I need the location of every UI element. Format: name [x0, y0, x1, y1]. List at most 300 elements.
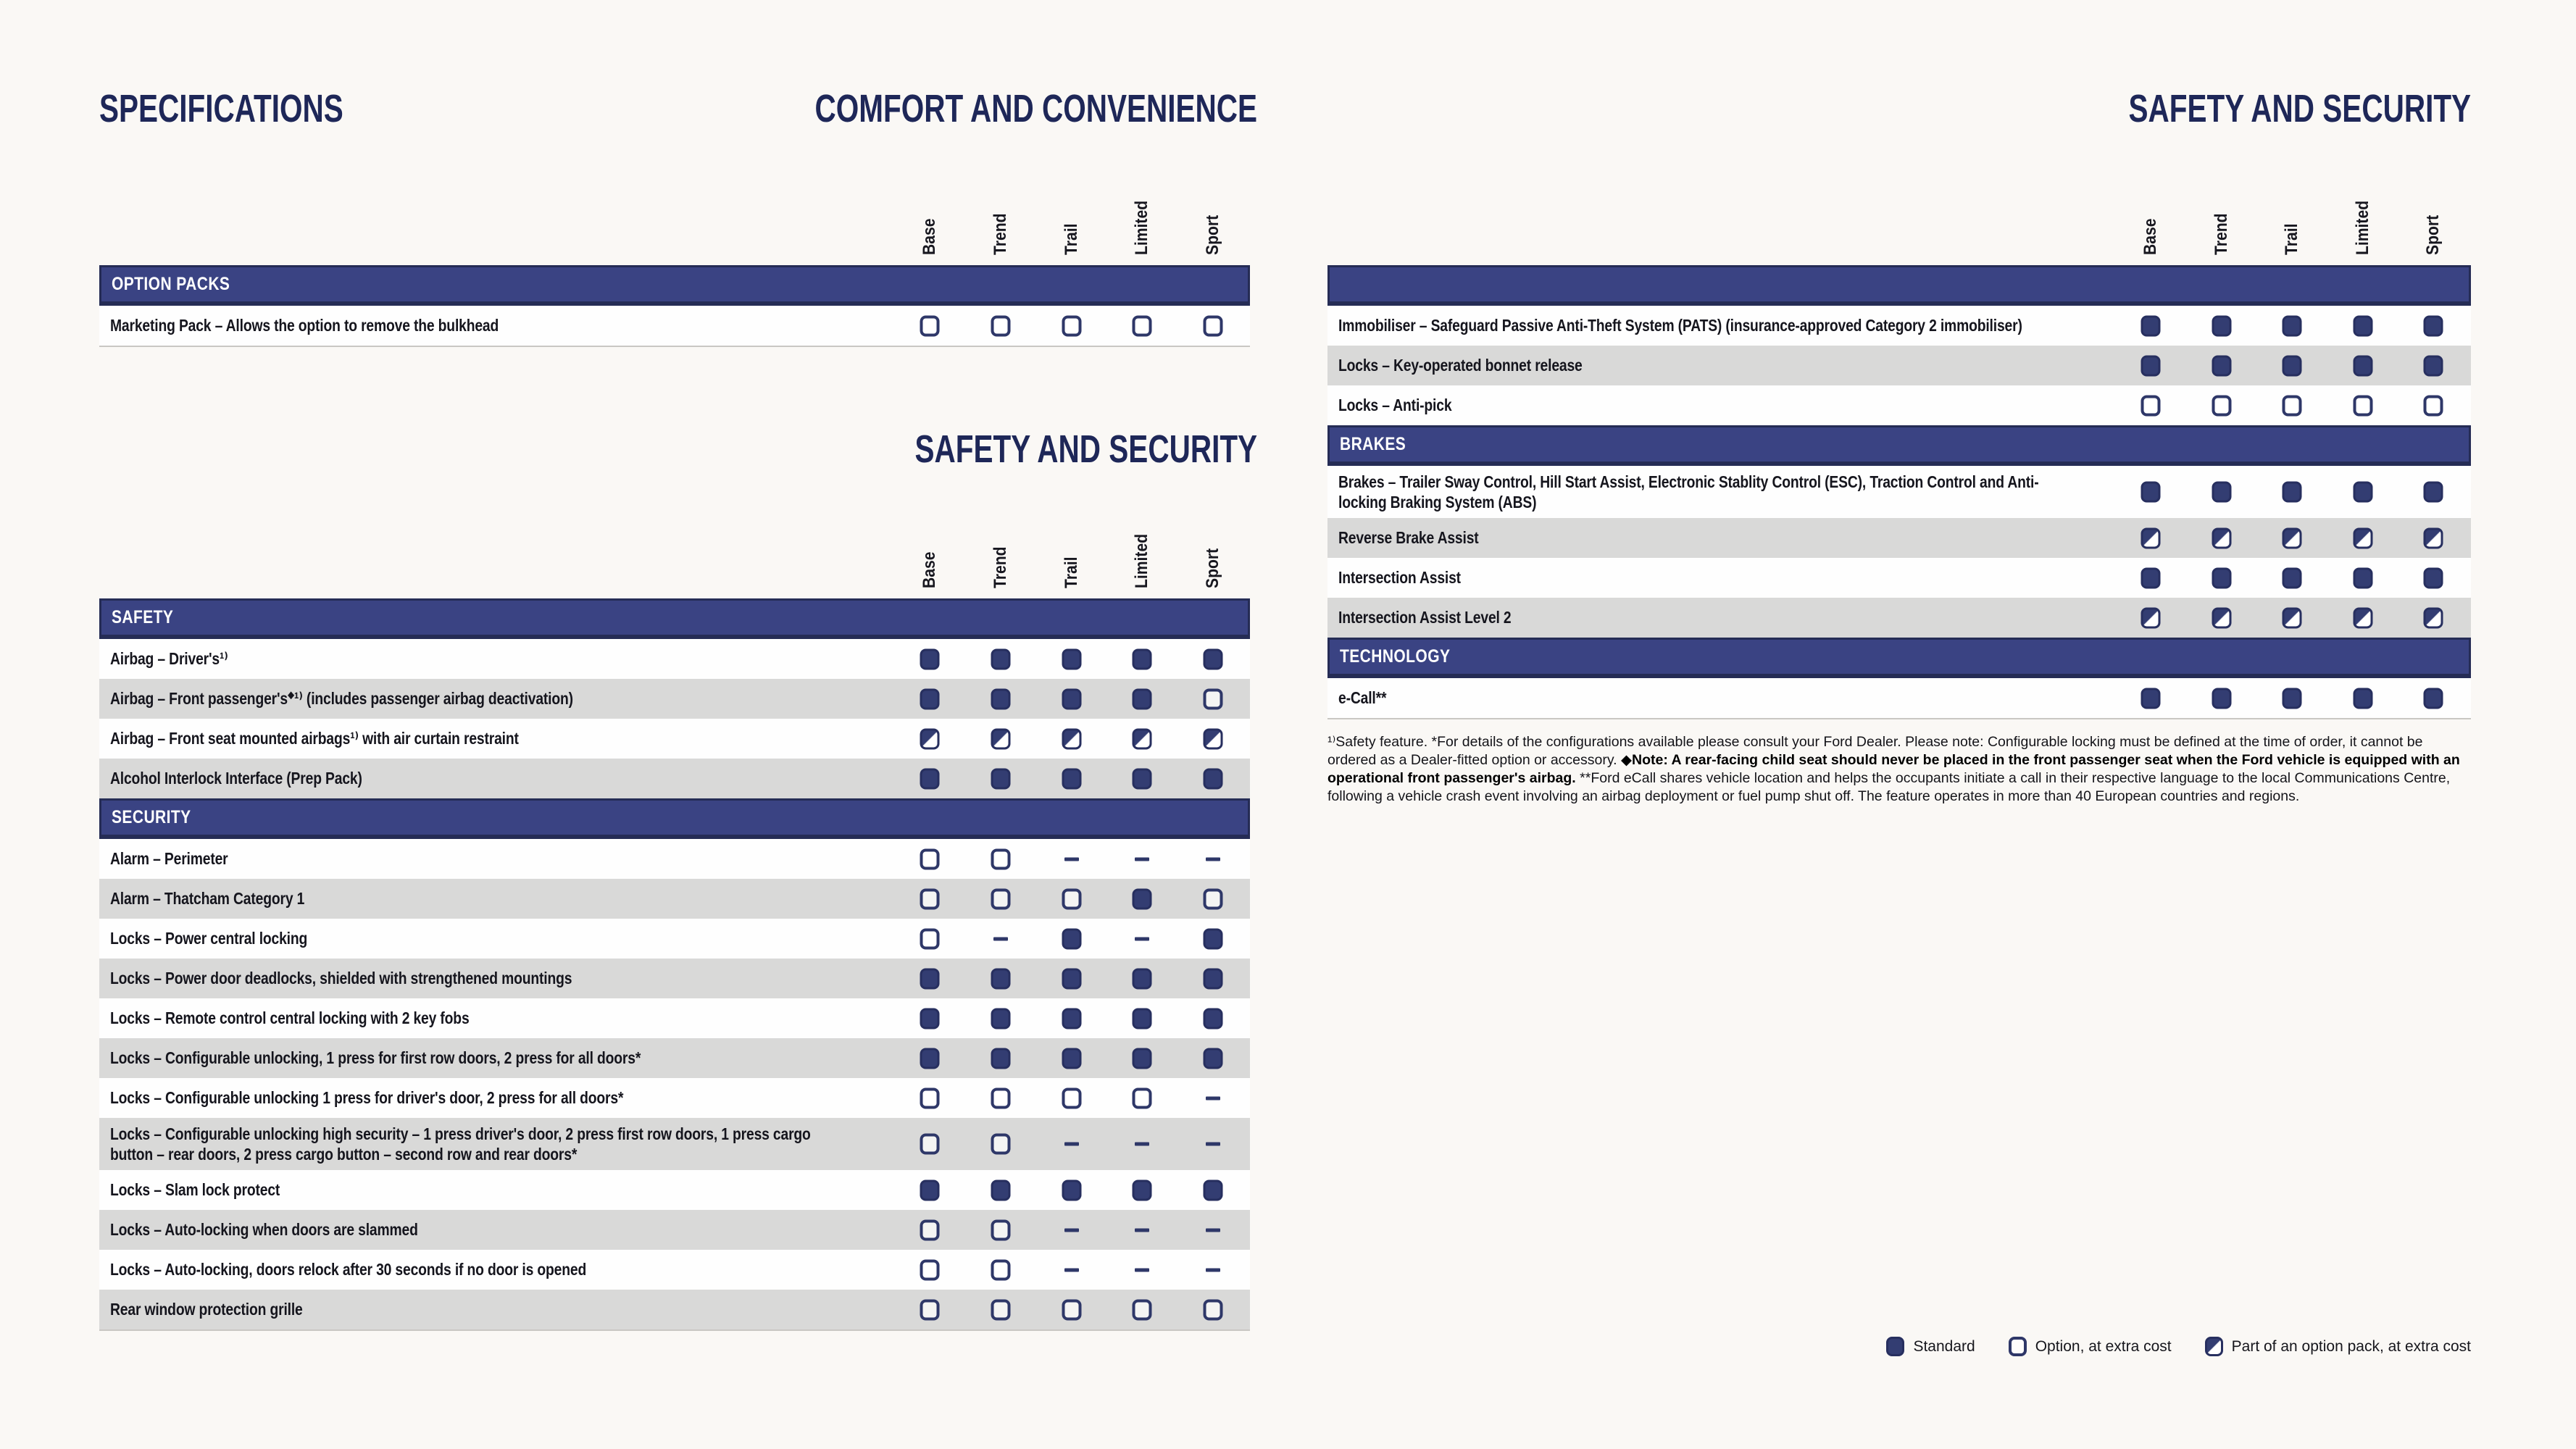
availability-cell-trail — [2283, 315, 2302, 336]
availability-cell-trend — [993, 937, 1008, 940]
standard-icon — [920, 1048, 940, 1069]
feature-label-text: Reverse Brake Assist — [1338, 528, 1479, 547]
option-pack-icon — [2212, 607, 2232, 628]
feature-label-text: Alarm – Thatcham Category 1 — [110, 889, 305, 908]
table-heading-comfort-and-convenience: COMFORT AND CONVENIENCE — [814, 87, 1257, 130]
availability-cell-limited — [1133, 648, 1152, 669]
standard-icon — [2283, 315, 2302, 336]
availability-cell-base — [920, 928, 940, 949]
availability-cell-sport — [1204, 648, 1223, 669]
availability-cell-base — [920, 1048, 940, 1069]
feature-label — [1338, 346, 1629, 385]
section-header-label: BRAKES — [1340, 434, 1406, 454]
availability-cell-limited — [2354, 527, 2373, 548]
availability-cell-trail — [1062, 1179, 1082, 1200]
availability-cell-sport — [1204, 888, 1223, 909]
availability-cell-limited — [1135, 937, 1149, 940]
footnote-text: ¹⁾Safety feature. *For details of the configurations available please consult your Ford Dealer. Please note: Configurable locking must be defined at the time of order, it cannot be ordered as a Dealer-fitted option or accessory. — [1327, 734, 2423, 768]
option-icon — [991, 888, 1011, 909]
availability-cell-sport — [2424, 315, 2443, 336]
spec-table-safety-and-security-1 — [99, 598, 1250, 1331]
column-header-trail: Trail — [1062, 223, 1081, 255]
option-icon — [920, 1259, 940, 1280]
not-available-dash — [1206, 1228, 1220, 1232]
availability-cell-base — [920, 648, 940, 669]
feature-label-text: e-Call** — [1338, 688, 1387, 707]
standard-icon — [2141, 567, 2161, 588]
availability-cell-sport — [2424, 527, 2443, 548]
availability-cell-trend — [991, 648, 1011, 669]
not-available-dash — [993, 937, 1008, 940]
standard-icon — [2424, 482, 2443, 503]
availability-cell-trail — [1062, 1087, 1082, 1108]
standard-icon — [1062, 928, 1082, 949]
availability-cell-trail — [1062, 1299, 1082, 1320]
availability-cell-sport — [1206, 1096, 1220, 1100]
option-icon — [920, 928, 940, 949]
standard-icon — [991, 1048, 1011, 1069]
option-icon — [2141, 395, 2161, 416]
option-icon — [991, 1087, 1011, 1108]
availability-cell-base — [2141, 688, 2161, 709]
standard-icon — [2212, 688, 2232, 709]
availability-cell-base — [920, 1134, 940, 1155]
standard-icon — [2212, 482, 2232, 503]
availability-cell-base — [920, 848, 940, 869]
feature-label — [1338, 518, 1505, 558]
spec-table-comfort-and-convenience-0 — [99, 265, 1250, 347]
feature-label-text: Immobiliser – Safeguard Passive Anti-Theft System (PATS) (insurance-approved Category 2 immobiliser) — [1338, 316, 2022, 335]
table-heading-safety-and-security-right: SAFETY AND SECURITY — [2128, 87, 2471, 130]
availability-cell-trend — [991, 768, 1011, 789]
spec-row — [99, 998, 1250, 1038]
option-icon — [1062, 1087, 1082, 1108]
availability-cell-limited — [1133, 1087, 1152, 1108]
feature-label-text: Brakes – Trailer Sway Control, Hill Start Assist, Electronic Stablity Control (ESC), Traction Control and Anti-locking Braking System (ABS) — [1338, 472, 2039, 511]
not-available-dash — [1064, 857, 1079, 861]
availability-cell-trail — [1062, 648, 1082, 669]
option-icon — [991, 315, 1011, 336]
option-icon — [991, 1219, 1011, 1240]
standard-icon — [1204, 768, 1223, 789]
standard-icon — [1133, 888, 1152, 909]
spec-row — [99, 1170, 1250, 1210]
availability-cell-base — [2141, 315, 2161, 336]
availability-cell-limited — [1135, 857, 1149, 861]
option-icon — [920, 848, 940, 869]
spec-row — [1327, 466, 2471, 518]
standard-icon — [2283, 355, 2302, 376]
availability-cell-trail — [1062, 768, 1082, 789]
availability-cell-sport — [1204, 728, 1223, 749]
standard-icon — [1062, 1179, 1082, 1200]
availability-cell-sport — [2424, 688, 2443, 709]
standard-icon — [991, 1179, 1011, 1200]
availability-cell-trend — [991, 1219, 1011, 1240]
availability-cell-trend — [991, 1134, 1011, 1155]
feature-label-text: Airbag – Front passenger's◆¹⁾ (includes passenger airbag deactivation) — [110, 689, 573, 708]
availability-cell-trend — [2212, 315, 2232, 336]
page-title: SPECIFICATIONS — [99, 87, 343, 130]
standard-icon — [2354, 355, 2373, 376]
not-available-dash — [1135, 1268, 1149, 1271]
feature-label — [110, 839, 250, 879]
feature-label-text: Locks – Auto-locking when doors are slammed — [110, 1220, 418, 1239]
standard-icon — [1204, 968, 1223, 989]
availability-cell-sport — [1204, 315, 1223, 336]
spec-row — [99, 1038, 1250, 1078]
availability-cell-limited — [1133, 768, 1152, 789]
feature-label-text: Locks – Configurable unlocking high security – 1 press driver's door, 2 press first row doors, 1 press cargo button – rear doors, 2 press cargo button – second row and rear doors* — [110, 1124, 811, 1164]
standard-icon — [1133, 1008, 1152, 1029]
option-pack-icon — [2354, 607, 2373, 628]
feature-label — [110, 1078, 721, 1118]
option-icon — [2424, 395, 2443, 416]
legend-label: Standard — [1913, 1337, 1975, 1355]
availability-cell-base — [920, 968, 940, 989]
availability-cell-limited — [1135, 1228, 1149, 1232]
availability-cell-base — [920, 1087, 940, 1108]
availability-cell-base — [920, 728, 940, 749]
table-bottom-rule — [99, 346, 1250, 347]
standard-icon — [991, 968, 1011, 989]
availability-cell-limited — [2354, 482, 2373, 503]
feature-label-text: Airbag – Driver's¹⁾ — [110, 649, 228, 668]
availability-cell-trend — [991, 1179, 1011, 1200]
option-pack-icon — [2141, 607, 2161, 628]
availability-cell-limited — [2354, 607, 2373, 628]
not-available-dash — [1064, 1228, 1079, 1232]
standard-icon — [1204, 928, 1223, 949]
not-available-dash — [1064, 1143, 1079, 1146]
column-header-trend: Trend — [991, 546, 1010, 588]
spec-row — [99, 719, 1250, 759]
option-icon — [991, 1134, 1011, 1155]
option-pack-icon — [2424, 607, 2443, 628]
column-header-trail: Trail — [1062, 556, 1081, 588]
availability-cell-limited — [2354, 567, 2373, 588]
availability-cell-limited — [1133, 888, 1152, 909]
availability-cell-trail — [1064, 1268, 1079, 1271]
feature-label — [110, 1038, 742, 1078]
standard-icon — [1133, 688, 1152, 709]
section-header-label: SAFETY — [112, 607, 174, 627]
availability-cell-trail — [1062, 888, 1082, 909]
standard-icon — [2424, 315, 2443, 336]
option-icon — [1133, 1087, 1152, 1108]
option-icon — [1204, 688, 1223, 709]
section-header-unlabeled — [1327, 265, 2471, 306]
availability-cell-limited — [1133, 1048, 1152, 1069]
availability-cell-limited — [1133, 1179, 1152, 1200]
availability-cell-trail — [1064, 1228, 1079, 1232]
availability-cell-sport — [1204, 1299, 1223, 1320]
standard-icon — [2283, 482, 2302, 503]
availability-cell-trail — [2283, 567, 2302, 588]
feature-label — [110, 1170, 312, 1210]
availability-cell-base — [2141, 567, 2161, 588]
spec-row — [1327, 306, 2471, 346]
option-icon — [2283, 395, 2302, 416]
section-header-safety — [99, 598, 1250, 639]
spec-row — [99, 679, 1250, 719]
legend-item-standard — [1886, 1337, 1975, 1356]
feature-label — [1338, 306, 2152, 346]
spec-row — [99, 639, 1250, 679]
standard-icon — [2424, 688, 2443, 709]
spec-row — [99, 759, 1250, 798]
option-icon — [1204, 315, 1223, 336]
feature-label-text: Locks – Configurable unlocking 1 press for driver's door, 2 press for all doors* — [110, 1088, 624, 1107]
legend-item-option-at-extra-cost — [2009, 1337, 2172, 1356]
availability-cell-trend — [2212, 527, 2232, 548]
standard-icon — [991, 648, 1011, 669]
option-icon — [991, 1259, 1011, 1280]
spec-row — [1327, 678, 2471, 718]
table-heading-safety-and-security-left: SAFETY AND SECURITY — [914, 427, 1257, 471]
option-icon — [1062, 888, 1082, 909]
legend-label: Option, at extra cost — [2035, 1337, 2172, 1355]
standard-icon — [991, 688, 1011, 709]
feature-label — [110, 919, 345, 959]
feature-label-text: Locks – Slam lock protect — [110, 1180, 280, 1199]
availability-cell-limited — [1133, 1299, 1152, 1320]
spec-row — [99, 959, 1250, 998]
availability-cell-base — [920, 1259, 940, 1280]
availability-cell-trail — [2283, 527, 2302, 548]
column-header-sport: Sport — [1203, 548, 1222, 588]
feature-label-text: Marketing Pack – Allows the option to remove the bulkhead — [110, 316, 499, 335]
availability-cell-trend — [991, 728, 1011, 749]
standard-icon — [2424, 567, 2443, 588]
standard-icon — [1133, 1048, 1152, 1069]
option-icon — [2354, 395, 2373, 416]
footnote — [1327, 733, 2471, 806]
availability-cell-trend — [2212, 567, 2232, 588]
standard-icon — [1062, 768, 1082, 789]
option-pack-icon — [2283, 607, 2302, 628]
column-header-base: Base — [2141, 218, 2160, 255]
option-pack-icon — [2424, 527, 2443, 548]
availability-cell-trail — [1062, 728, 1082, 749]
feature-label — [1338, 598, 1544, 638]
column-header-base: Base — [920, 218, 939, 255]
option-pack-icon — [1062, 728, 1082, 749]
standard-icon — [2354, 567, 2373, 588]
availability-cell-trend — [991, 968, 1011, 989]
availability-cell-trail — [1062, 315, 1082, 336]
availability-cell-trend — [2212, 355, 2232, 376]
availability-cell-sport — [1204, 1008, 1223, 1029]
option-icon — [2212, 395, 2232, 416]
not-available-dash — [1135, 857, 1149, 861]
option-pack-icon — [2283, 527, 2302, 548]
feature-label — [110, 1118, 972, 1170]
feature-label — [110, 639, 251, 679]
spec-row — [1327, 385, 2471, 425]
availability-cell-sport — [1206, 1228, 1220, 1232]
column-header-limited: Limited — [2353, 200, 2372, 255]
spec-row — [99, 879, 1250, 919]
spec-row — [99, 1210, 1250, 1250]
feature-label — [1338, 678, 1396, 718]
standard-icon — [1062, 1008, 1082, 1029]
option-pack-icon — [2354, 527, 2373, 548]
feature-label-text: Locks – Key-operated bonnet release — [1338, 356, 1583, 375]
availability-cell-trail — [1064, 1143, 1079, 1146]
standard-icon — [2141, 315, 2161, 336]
legend — [1886, 1337, 2471, 1356]
spec-row — [1327, 346, 2471, 385]
availability-cell-trend — [2212, 395, 2232, 416]
option-icon — [920, 315, 940, 336]
feature-label — [110, 1210, 477, 1250]
availability-cell-limited — [2354, 688, 2373, 709]
spec-row — [99, 839, 1250, 879]
availability-cell-base — [2141, 355, 2161, 376]
availability-cell-trend — [991, 848, 1011, 869]
availability-cell-base — [2141, 607, 2161, 628]
feature-label — [1338, 385, 1473, 425]
legend-item-part-of-an-option-pack-at-extra-cost — [2205, 1337, 2471, 1356]
availability-cell-base — [920, 888, 940, 909]
standard-icon — [2354, 688, 2373, 709]
availability-cell-sport — [2424, 355, 2443, 376]
feature-label-text: Locks – Power door deadlocks, shielded with strengthened mountings — [110, 969, 572, 987]
not-available-dash — [1206, 1268, 1220, 1271]
standard-icon — [1062, 1048, 1082, 1069]
standard-icon — [1204, 1008, 1223, 1029]
feature-label — [110, 679, 662, 719]
feature-label-text: Locks – Auto-locking, doors relock after 30 seconds if no door is opened — [110, 1260, 587, 1279]
standard-icon — [2141, 482, 2161, 503]
availability-cell-sport — [1204, 1048, 1223, 1069]
standard-icon — [1062, 648, 1082, 669]
standard-icon — [1204, 1179, 1223, 1200]
availability-cell-base — [920, 768, 940, 789]
option-icon — [2009, 1337, 2027, 1356]
standard-icon — [1133, 768, 1152, 789]
spec-row — [99, 919, 1250, 959]
availability-cell-limited — [1133, 315, 1152, 336]
availability-cell-sport — [2424, 395, 2443, 416]
standard-icon — [1133, 968, 1152, 989]
availability-cell-trail — [1062, 1008, 1082, 1029]
option-icon — [920, 1219, 940, 1240]
availability-cell-sport — [1204, 768, 1223, 789]
not-available-dash — [1135, 1143, 1149, 1146]
spec-row — [1327, 558, 2471, 598]
availability-cell-trail — [1062, 1048, 1082, 1069]
column-header-sport: Sport — [1203, 214, 1222, 255]
standard-icon — [2212, 315, 2232, 336]
feature-label — [110, 719, 596, 759]
feature-label-text: Rear window protection grille — [110, 1300, 303, 1319]
availability-cell-trend — [991, 688, 1011, 709]
feature-label — [110, 1290, 339, 1329]
section-header-brakes — [1327, 425, 2471, 466]
feature-label-text: Intersection Assist — [1338, 568, 1461, 587]
standard-icon — [920, 688, 940, 709]
feature-label — [110, 1250, 677, 1290]
option-pack-icon — [2141, 527, 2161, 548]
standard-icon — [1062, 968, 1082, 989]
section-header-technology — [1327, 638, 2471, 678]
option-icon — [920, 1134, 940, 1155]
standard-icon — [991, 1008, 1011, 1029]
option-icon — [1062, 1299, 1082, 1320]
availability-cell-base — [920, 1219, 940, 1240]
not-available-dash — [1135, 1228, 1149, 1232]
feature-label — [110, 998, 538, 1038]
table-bottom-rule — [1327, 718, 2471, 719]
column-header-limited: Limited — [1132, 533, 1151, 588]
option-icon — [1133, 315, 1152, 336]
feature-label-text: Locks – Power central locking — [110, 929, 308, 948]
column-header-trend: Trend — [2212, 213, 2231, 255]
availability-cell-trend — [991, 1259, 1011, 1280]
availability-cell-sport — [1206, 857, 1220, 861]
standard-icon — [2141, 355, 2161, 376]
spec-row — [99, 1290, 1250, 1329]
not-available-dash — [1064, 1268, 1079, 1271]
availability-cell-base — [920, 1179, 940, 1200]
availability-cell-limited — [2354, 395, 2373, 416]
availability-cell-trail — [1062, 688, 1082, 709]
not-available-dash — [1206, 857, 1220, 861]
footnote-bold-note: ◆Note: A rear-facing child seat should never be placed in the front passenger seat when the Ford vehicle is equipped with an operational front passenger's airbag. — [1327, 752, 2460, 786]
availability-cell-limited — [2354, 315, 2373, 336]
not-available-dash — [1206, 1143, 1220, 1146]
option-pack-icon — [1204, 728, 1223, 749]
standard-icon — [1062, 688, 1082, 709]
availability-cell-trend — [991, 1087, 1011, 1108]
availability-cell-limited — [1135, 1143, 1149, 1146]
spec-row — [99, 1250, 1250, 1290]
standard-icon — [2141, 688, 2161, 709]
section-header-option-packs — [99, 265, 1250, 306]
not-available-dash — [1206, 1096, 1220, 1100]
section-header-security — [99, 798, 1250, 839]
option-pack-icon — [2212, 527, 2232, 548]
standard-icon — [920, 768, 940, 789]
standard-icon — [991, 768, 1011, 789]
availability-cell-base — [920, 1008, 940, 1029]
option-icon — [1133, 1299, 1152, 1320]
standard-icon — [1886, 1337, 1904, 1356]
availability-cell-trend — [2212, 607, 2232, 628]
availability-cell-trend — [991, 1008, 1011, 1029]
availability-cell-sport — [1204, 968, 1223, 989]
standard-icon — [2283, 567, 2302, 588]
availability-cell-trail — [2283, 355, 2302, 376]
availability-cell-limited — [1135, 1268, 1149, 1271]
availability-cell-limited — [1133, 728, 1152, 749]
availability-cell-sport — [1204, 688, 1223, 709]
availability-cell-trend — [2212, 482, 2232, 503]
option-icon — [1204, 888, 1223, 909]
spec-row — [1327, 598, 2471, 638]
feature-label — [110, 759, 410, 798]
standard-icon — [920, 1179, 940, 1200]
feature-label-text: Alcohol Interlock Interface (Prep Pack) — [110, 769, 362, 788]
option-icon — [920, 1299, 940, 1320]
availability-cell-trail — [1062, 928, 1082, 949]
availability-cell-sport — [1204, 928, 1223, 949]
availability-cell-trail — [2283, 395, 2302, 416]
availability-cell-trail — [2283, 482, 2302, 503]
spec-row — [99, 1118, 1250, 1170]
